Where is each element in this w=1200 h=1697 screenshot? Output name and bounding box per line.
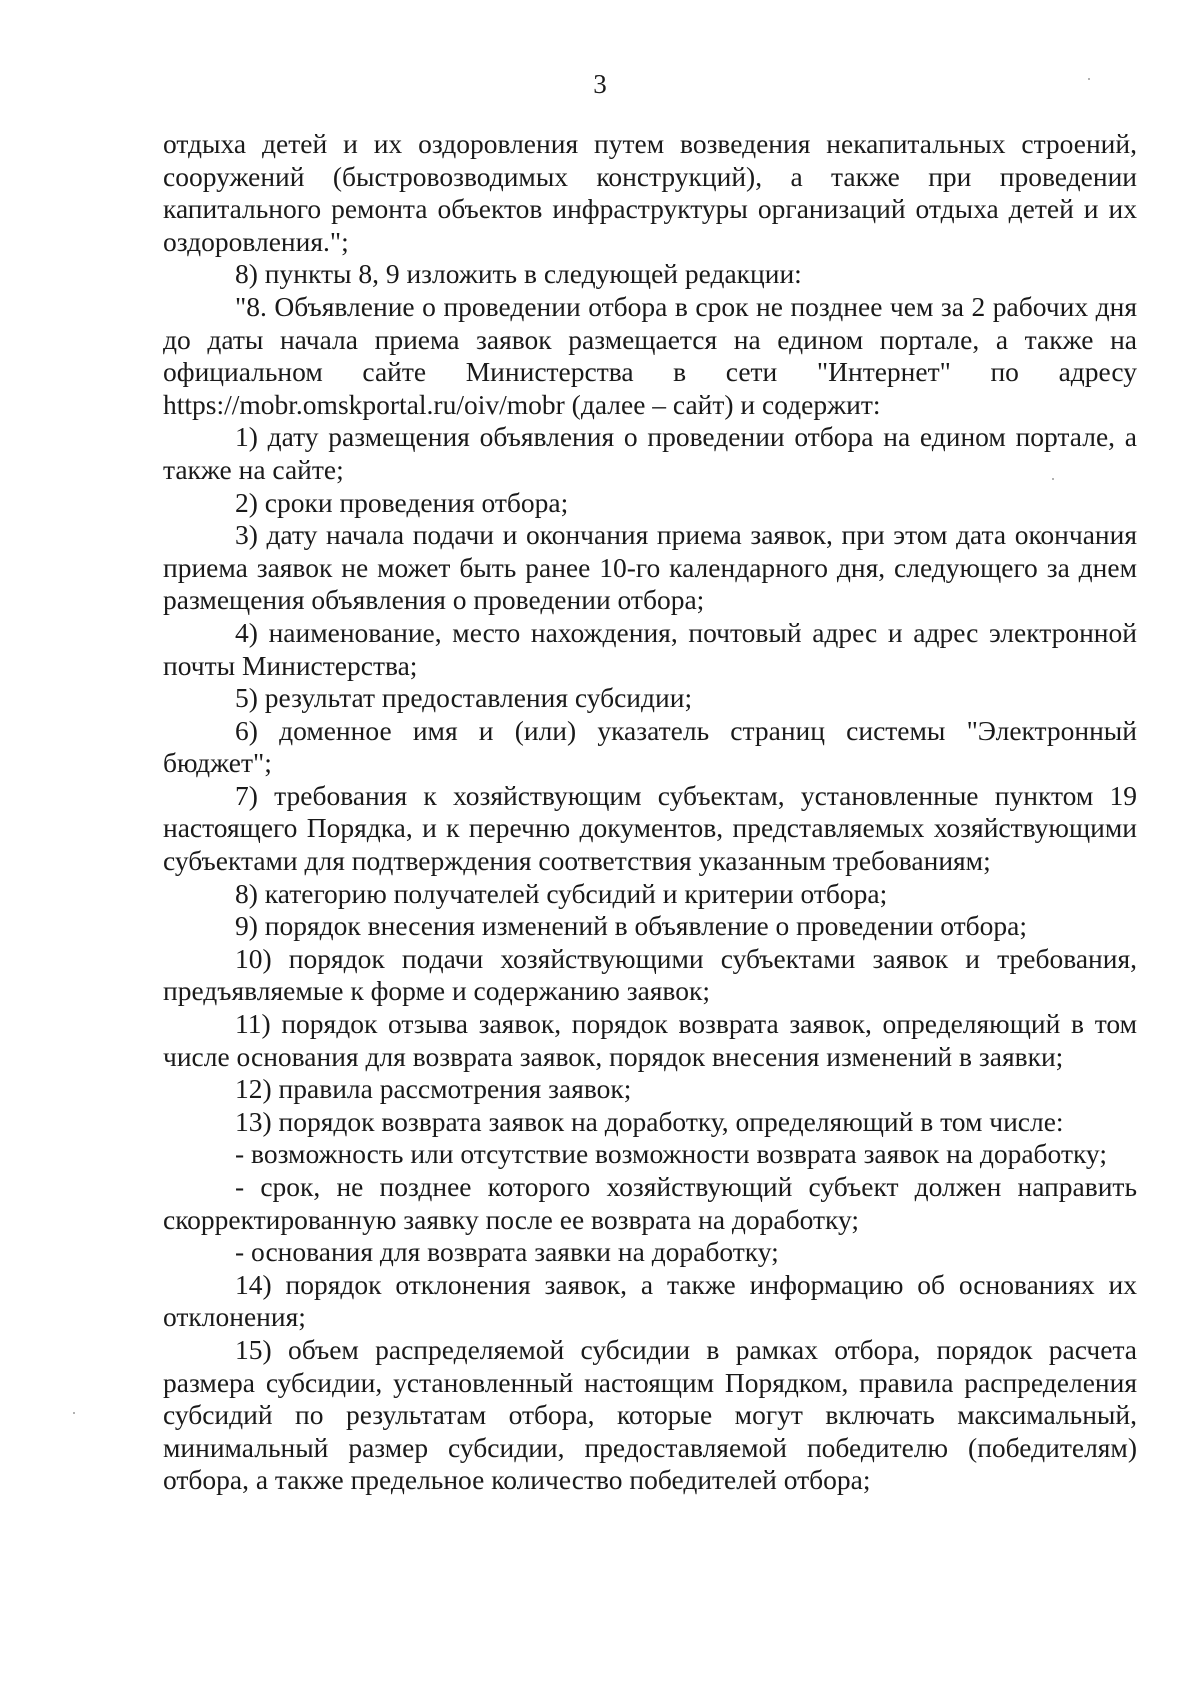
paragraph: 4) наименование, место нахождения, почтовый адрес и адрес электронной почты Министерства; xyxy=(163,616,1137,681)
paragraph: 8) пункты 8, 9 изложить в следующей редакции: xyxy=(235,258,802,290)
scan-speck xyxy=(1052,478,1054,480)
paragraph: - возможность или отсутствие возможности возврата заявок на доработку; xyxy=(235,1138,1107,1170)
paragraph: 10) порядок подачи хозяйствующими субъектами заявок и требования, предъявляемые к форме и содержанию заявок; xyxy=(163,942,1137,1007)
page-number: 3 xyxy=(593,69,607,99)
paragraph: 9) порядок внесения изменений в объявление о проведении отбора; xyxy=(235,910,1027,942)
paragraph: 7) требования к хозяйствующим субъектам, установленные пунктом 19 настоящего Порядка, и к перечню документов, представляемых хозяйствующими субъектами для подтверждения соответствия указанным требованиям; xyxy=(163,779,1137,877)
paragraph: 13) порядок возврата заявок на доработку, определяющий в том числе: xyxy=(235,1105,1064,1137)
paragraph: - основания для возврата заявки на доработку; xyxy=(235,1236,779,1268)
paragraph: - срок, не позднее которого хозяйствующий субъект должен направить скорректированную заявку после ее возврата на доработку; xyxy=(163,1171,1137,1235)
paragraph: "8. Объявление о проведении отбора в срок не позднее чем за 2 рабочих дня до даты начала приема заявок размещается на едином портале, а также на официальном сайте Министерства в сети "Интернет" по адресу https://mobr.omskportal.ru/oiv/mobr (далее – сайт) и содержит: xyxy=(163,290,1137,420)
paragraph: 6) доменное имя и (или) указатель страниц системы "Электронный бюджет"; xyxy=(163,714,1137,779)
paragraph: 15) объем распределяемой субсидии в рамках отбора, порядок расчета размера субсидии, установленный настоящим Порядком, правила распределения субсидий по результатам отбора, которые могут включать максимальный, минимальный размер субсидии, предоставляемой победителю (победителям) отбора, а также предельное количество победителей отбора; xyxy=(163,1333,1137,1496)
paragraph: 11) порядок отзыва заявок, порядок возврата заявок, определяющий в том числе основания для возврата заявок, порядок внесения изменений в заявки; xyxy=(163,1008,1137,1072)
paragraph: 12) правила рассмотрения заявок; xyxy=(235,1073,632,1105)
document-body xyxy=(163,128,1137,1497)
paragraph: отдыха детей и их оздоровления путем возведения некапитальных строений, сооружений (быстровозводимых конструкций), а также при проведении капитального ремонта объектов инфраструктуры организаций отдыха детей и их оздоровления."; xyxy=(163,128,1137,257)
scan-speck xyxy=(1088,78,1090,80)
paragraph: 14) порядок отклонения заявок, а также информацию об основаниях их отклонения; xyxy=(163,1268,1137,1333)
paragraph: 1) дату размещения объявления о проведении отбора на едином портале, а также на сайте; xyxy=(163,421,1137,485)
scan-speck xyxy=(73,1412,75,1414)
paragraph: 5) результат предоставления субсидии; xyxy=(235,682,693,714)
paragraph: 8) категорию получателей субсидий и критерии отбора; xyxy=(235,877,888,909)
paragraph: 3) дату начала подачи и окончания приема заявок, при этом дата окончания приема заявок не может быть ранее 10-го календарного дня, следующего за днем размещения объявления о проведении отбора; xyxy=(163,519,1137,616)
paragraph: 2) сроки проведения отбора; xyxy=(235,486,569,518)
